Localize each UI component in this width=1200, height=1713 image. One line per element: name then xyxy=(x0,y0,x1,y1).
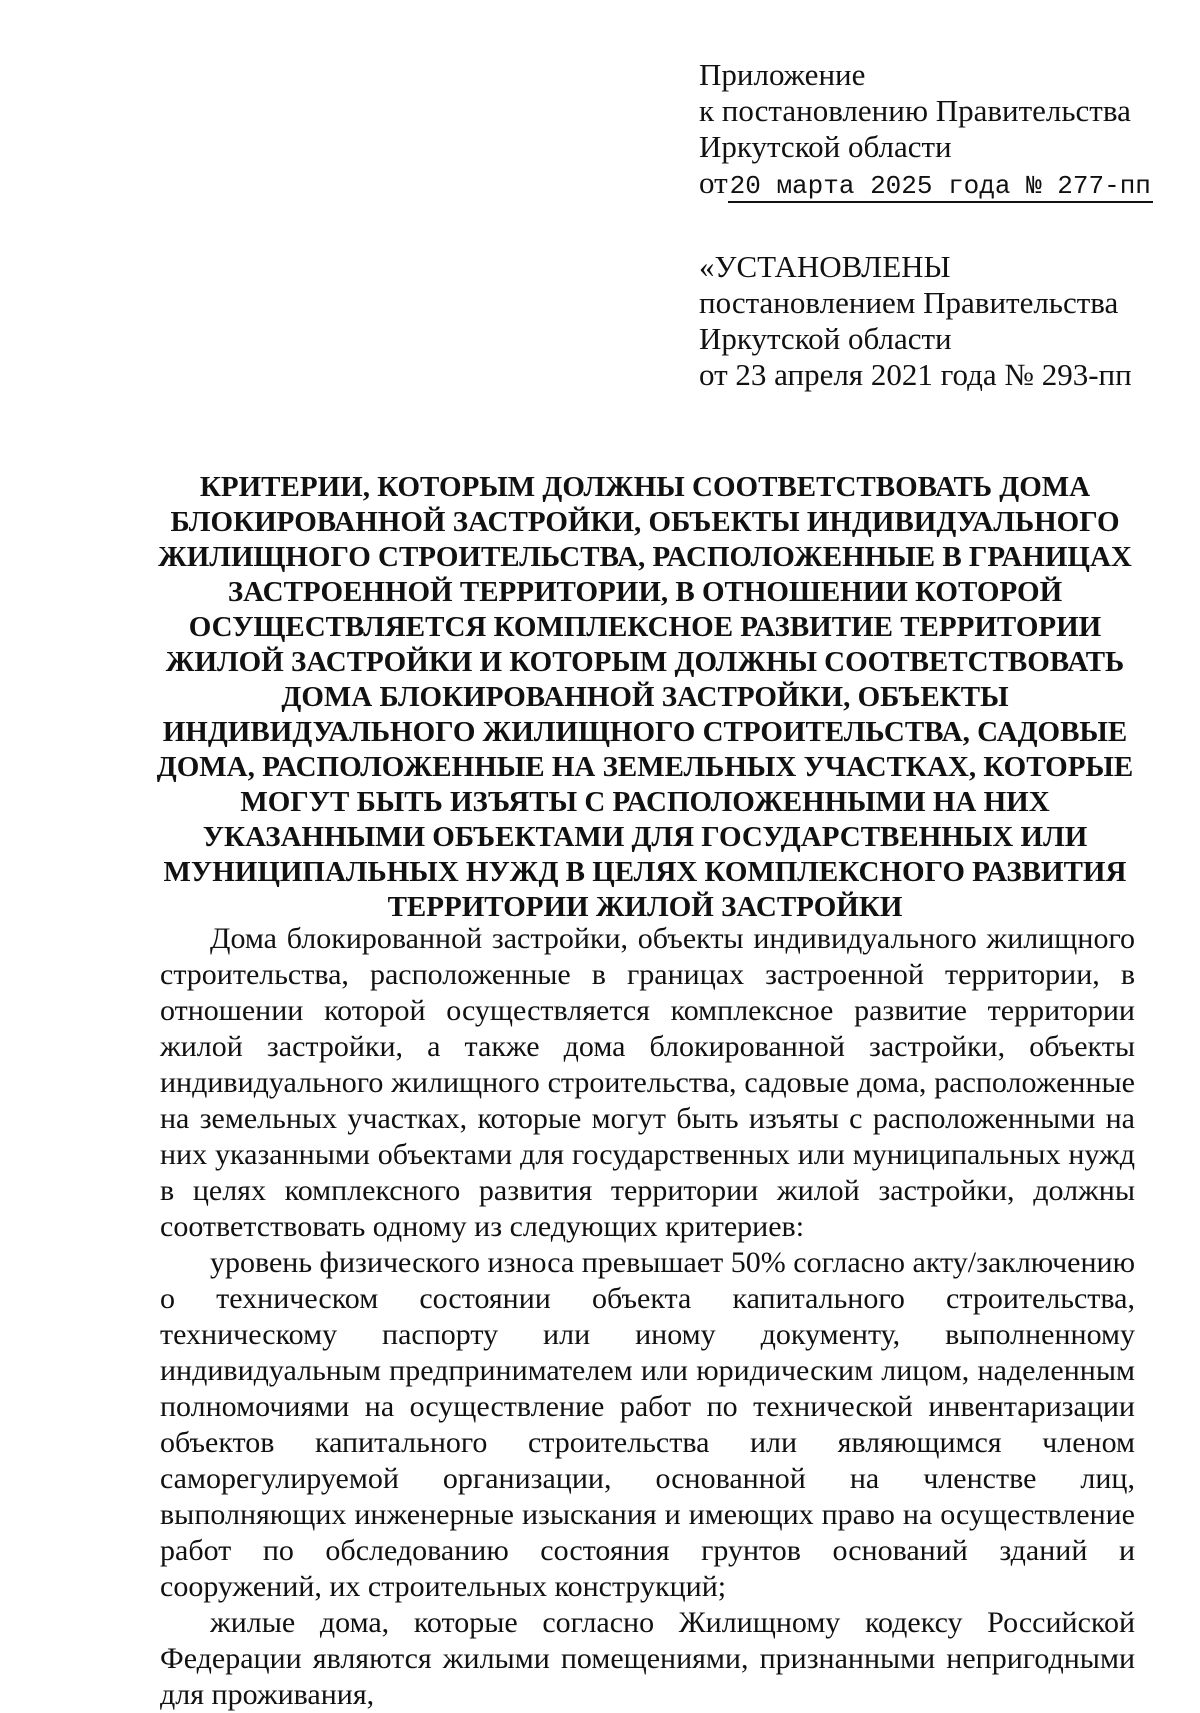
document-body xyxy=(160,921,1135,1713)
established-line: «УСТАНОВЛЕНЫ xyxy=(699,249,951,284)
title-line: ЖИЛИЩНОГО СТРОИТЕЛЬСТВА, РАСПОЛОЖЕННЫЕ В ГРАНИЦАХ xyxy=(158,541,1132,573)
title-line: БЛОКИРОВАННОЙ ЗАСТРОЙКИ, ОБЪЕКТЫ ИНДИВИДУАЛЬНОГО xyxy=(170,506,1120,538)
appendix-line: Приложение xyxy=(699,57,866,92)
established-line: постановлением Правительства xyxy=(699,285,1119,320)
appendix-date-prefix: от xyxy=(699,165,728,200)
title-line: ТЕРРИТОРИИ ЖИЛОЙ ЗАСТРОЙКИ xyxy=(387,891,903,923)
title-line: ДОМА, РАСПОЛОЖЕННЫЕ НА ЗЕМЕЛЬНЫХ УЧАСТКАХ, КОТОРЫЕ xyxy=(156,751,1134,783)
established-block xyxy=(699,249,1169,393)
title-line: ЗАСТРОЕННОЙ ТЕРРИТОРИИ, В ОТНОШЕНИИ КОТОРОЙ xyxy=(227,576,1063,608)
title-line: ИНДИВИДУАЛЬНОГО ЖИЛИЩНОГО СТРОИТЕЛЬСТВА, САДОВЫЕ xyxy=(162,716,1128,748)
body-paragraph: уровень физического износа превышает 50% согласно акту/заключению о техническом состоянии объекта капитального строительства, техническому паспорту или иному документу, выполненному индивидуальным предпринимателем или юридическим лицом, наделенным полномочиями на осуществление работ по технической инвентаризации объектов капитального строительства или являющимся членом саморегулируемой организации, основанной на членстве лиц, выполняющих инженерные изыскания и имеющих право на осуществление работ по обследованию состояния грунтов оснований зданий и сооружений, их строительных конструкций; xyxy=(160,1246,1135,1603)
established-line: от 23 апреля 2021 года № 293-пп xyxy=(699,357,1132,392)
appendix-block xyxy=(699,57,1169,204)
appendix-line: к постановлению Правительства xyxy=(699,93,1131,128)
title-line: ОСУЩЕСТВЛЯЕТСЯ КОМПЛЕКСНОЕ РАЗВИТИЕ ТЕРРИТОРИИ xyxy=(188,611,1102,643)
title-line: ДОМА БЛОКИРОВАННОЙ ЗАСТРОЙКИ, ОБЪЕКТЫ xyxy=(281,681,1009,713)
title-line: КРИТЕРИИ, КОТОРЫМ ДОЛЖНЫ СООТВЕТСТВОВАТЬ ДОМА xyxy=(199,471,1091,503)
established-line: Иркутской области xyxy=(699,321,952,356)
appendix-line: Иркутской области xyxy=(699,129,952,164)
title-line: УКАЗАННЫМИ ОБЪЕКТАМИ ДЛЯ ГОСУДАРСТВЕННЫХ ИЛИ xyxy=(202,821,1088,853)
body-paragraph: Дома блокированной застройки, объекты индивидуального жилищного строительства, расположенные в границах застроенной территории, в отношении которой осуществляется комплексное развитие территории жилой застройки, а также дома блокированной застройки, объекты индивидуального жилищного строительства, садовые дома, расположенные на земельных участках, которые могут быть изъяты с расположенными на них указанными объектами для государственных или муниципальных нужд в целях комплексного развития территории жилой застройки, должны соответствовать одному из следующих критериев: xyxy=(160,922,1135,1243)
appendix-number-line xyxy=(699,165,1169,204)
title-line: МОГУТ БЫТЬ ИЗЪЯТЫ С РАСПОЛОЖЕННЫМИ НА НИХ xyxy=(240,786,1050,818)
title-line: ЖИЛОЙ ЗАСТРОЙКИ И КОТОРЫМ ДОЛЖНЫ СООТВЕТСТВОВАТЬ xyxy=(165,646,1125,678)
document-title xyxy=(150,470,1140,925)
title-line: МУНИЦИПАЛЬНЫХ НУЖД В ЦЕЛЯХ КОМПЛЕКСНОГО РАЗВИТИЯ xyxy=(163,856,1127,888)
body-paragraph: жилые дома, которые согласно Жилищному кодексу Российской Федерации являются жилыми помещениями, признанными непригодными для проживания, xyxy=(160,1606,1135,1711)
appendix-date-number: 20 марта 2025 года № 277-пп xyxy=(729,171,1151,201)
